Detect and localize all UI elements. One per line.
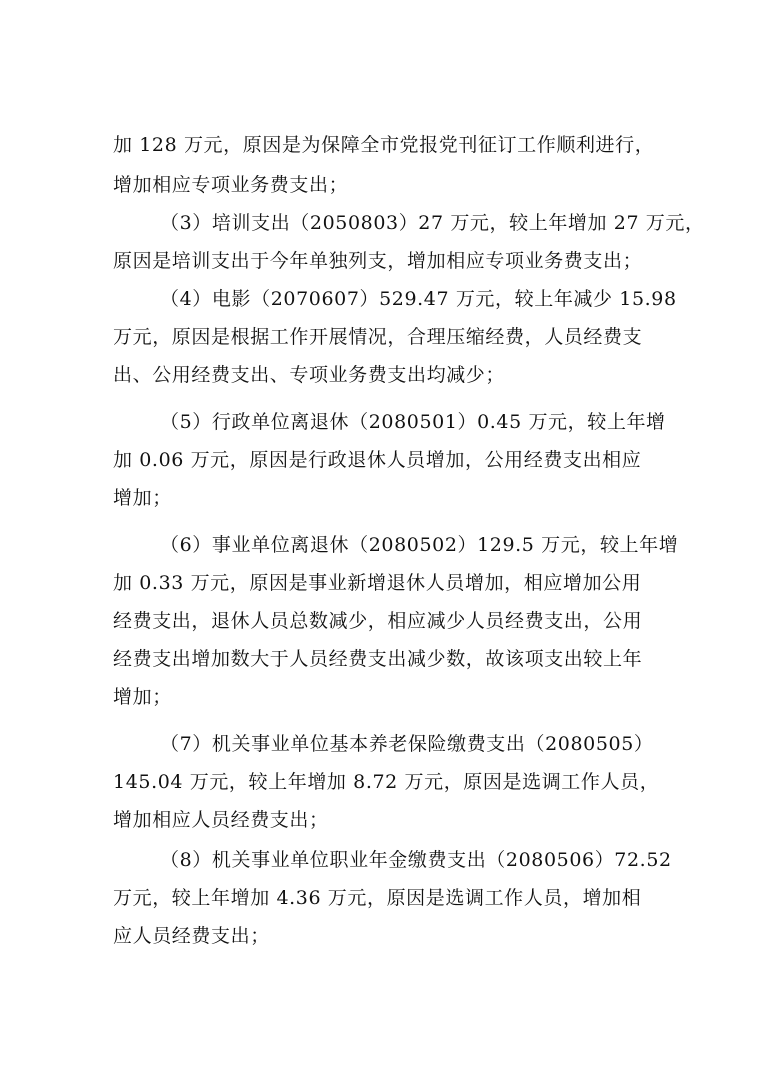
text-line: 加 0.06 万元，原因是行政退休人员增加，公用经费支出相应 [113, 449, 642, 471]
text-line: 应人员经费支出； [113, 925, 270, 947]
text-line: 145.04 万元，较上年增加 8.72 万元，原因是选调工作人员， [113, 771, 660, 793]
text-line: 加 128 万元，原因是为保障全市党报党刊征订工作顺利进行， [113, 134, 655, 156]
text-line: 经费支出，退休人员总数减少，相应减少人员经费支出，公用 [113, 610, 643, 632]
text-line: 增加； [113, 487, 172, 509]
paragraph-5-line: （5）行政单位离退休（2080501）0.45 万元，较上年增 [160, 411, 666, 433]
paragraph-4-line: （4）电影（2070607）529.47 万元，较上年减少 15.98 [160, 288, 677, 310]
text-line: 增加相应人员经费支出； [113, 809, 329, 831]
text-line: 原因是培训支出于今年单独列支，增加相应专项业务费支出； [113, 250, 643, 272]
text-line: 加 0.33 万元，原因是事业新增退休人员增加，相应增加公用 [113, 572, 642, 594]
text-line: 经费支出增加数大于人员经费支出减少数，故该项支出较上年 [113, 648, 643, 670]
paragraph-3-line: （3）培训支出（2050803）27 万元，较上年增加 27 万元， [160, 212, 705, 234]
text-line: 增加； [113, 686, 172, 708]
text-line: 万元，较上年增加 4.36 万元，原因是选调工作人员，增加相 [113, 887, 642, 909]
paragraph-6-line: （6）事业单位离退休（2080502）129.5 万元，较上年增 [160, 534, 679, 556]
text-line: 出、公用经费支出、专项业务费支出均减少； [113, 364, 506, 386]
text-line: 增加相应专项业务费支出； [113, 174, 349, 196]
text-line: 万元，原因是根据工作开展情况，合理压缩经费，人员经费支 [113, 326, 643, 348]
paragraph-7-line: （7）机关事业单位基本养老保险缴费支出（2080505） [160, 733, 654, 755]
paragraph-8-line: （8）机关事业单位职业年金缴费支出（2080506）72.52 [160, 849, 672, 871]
